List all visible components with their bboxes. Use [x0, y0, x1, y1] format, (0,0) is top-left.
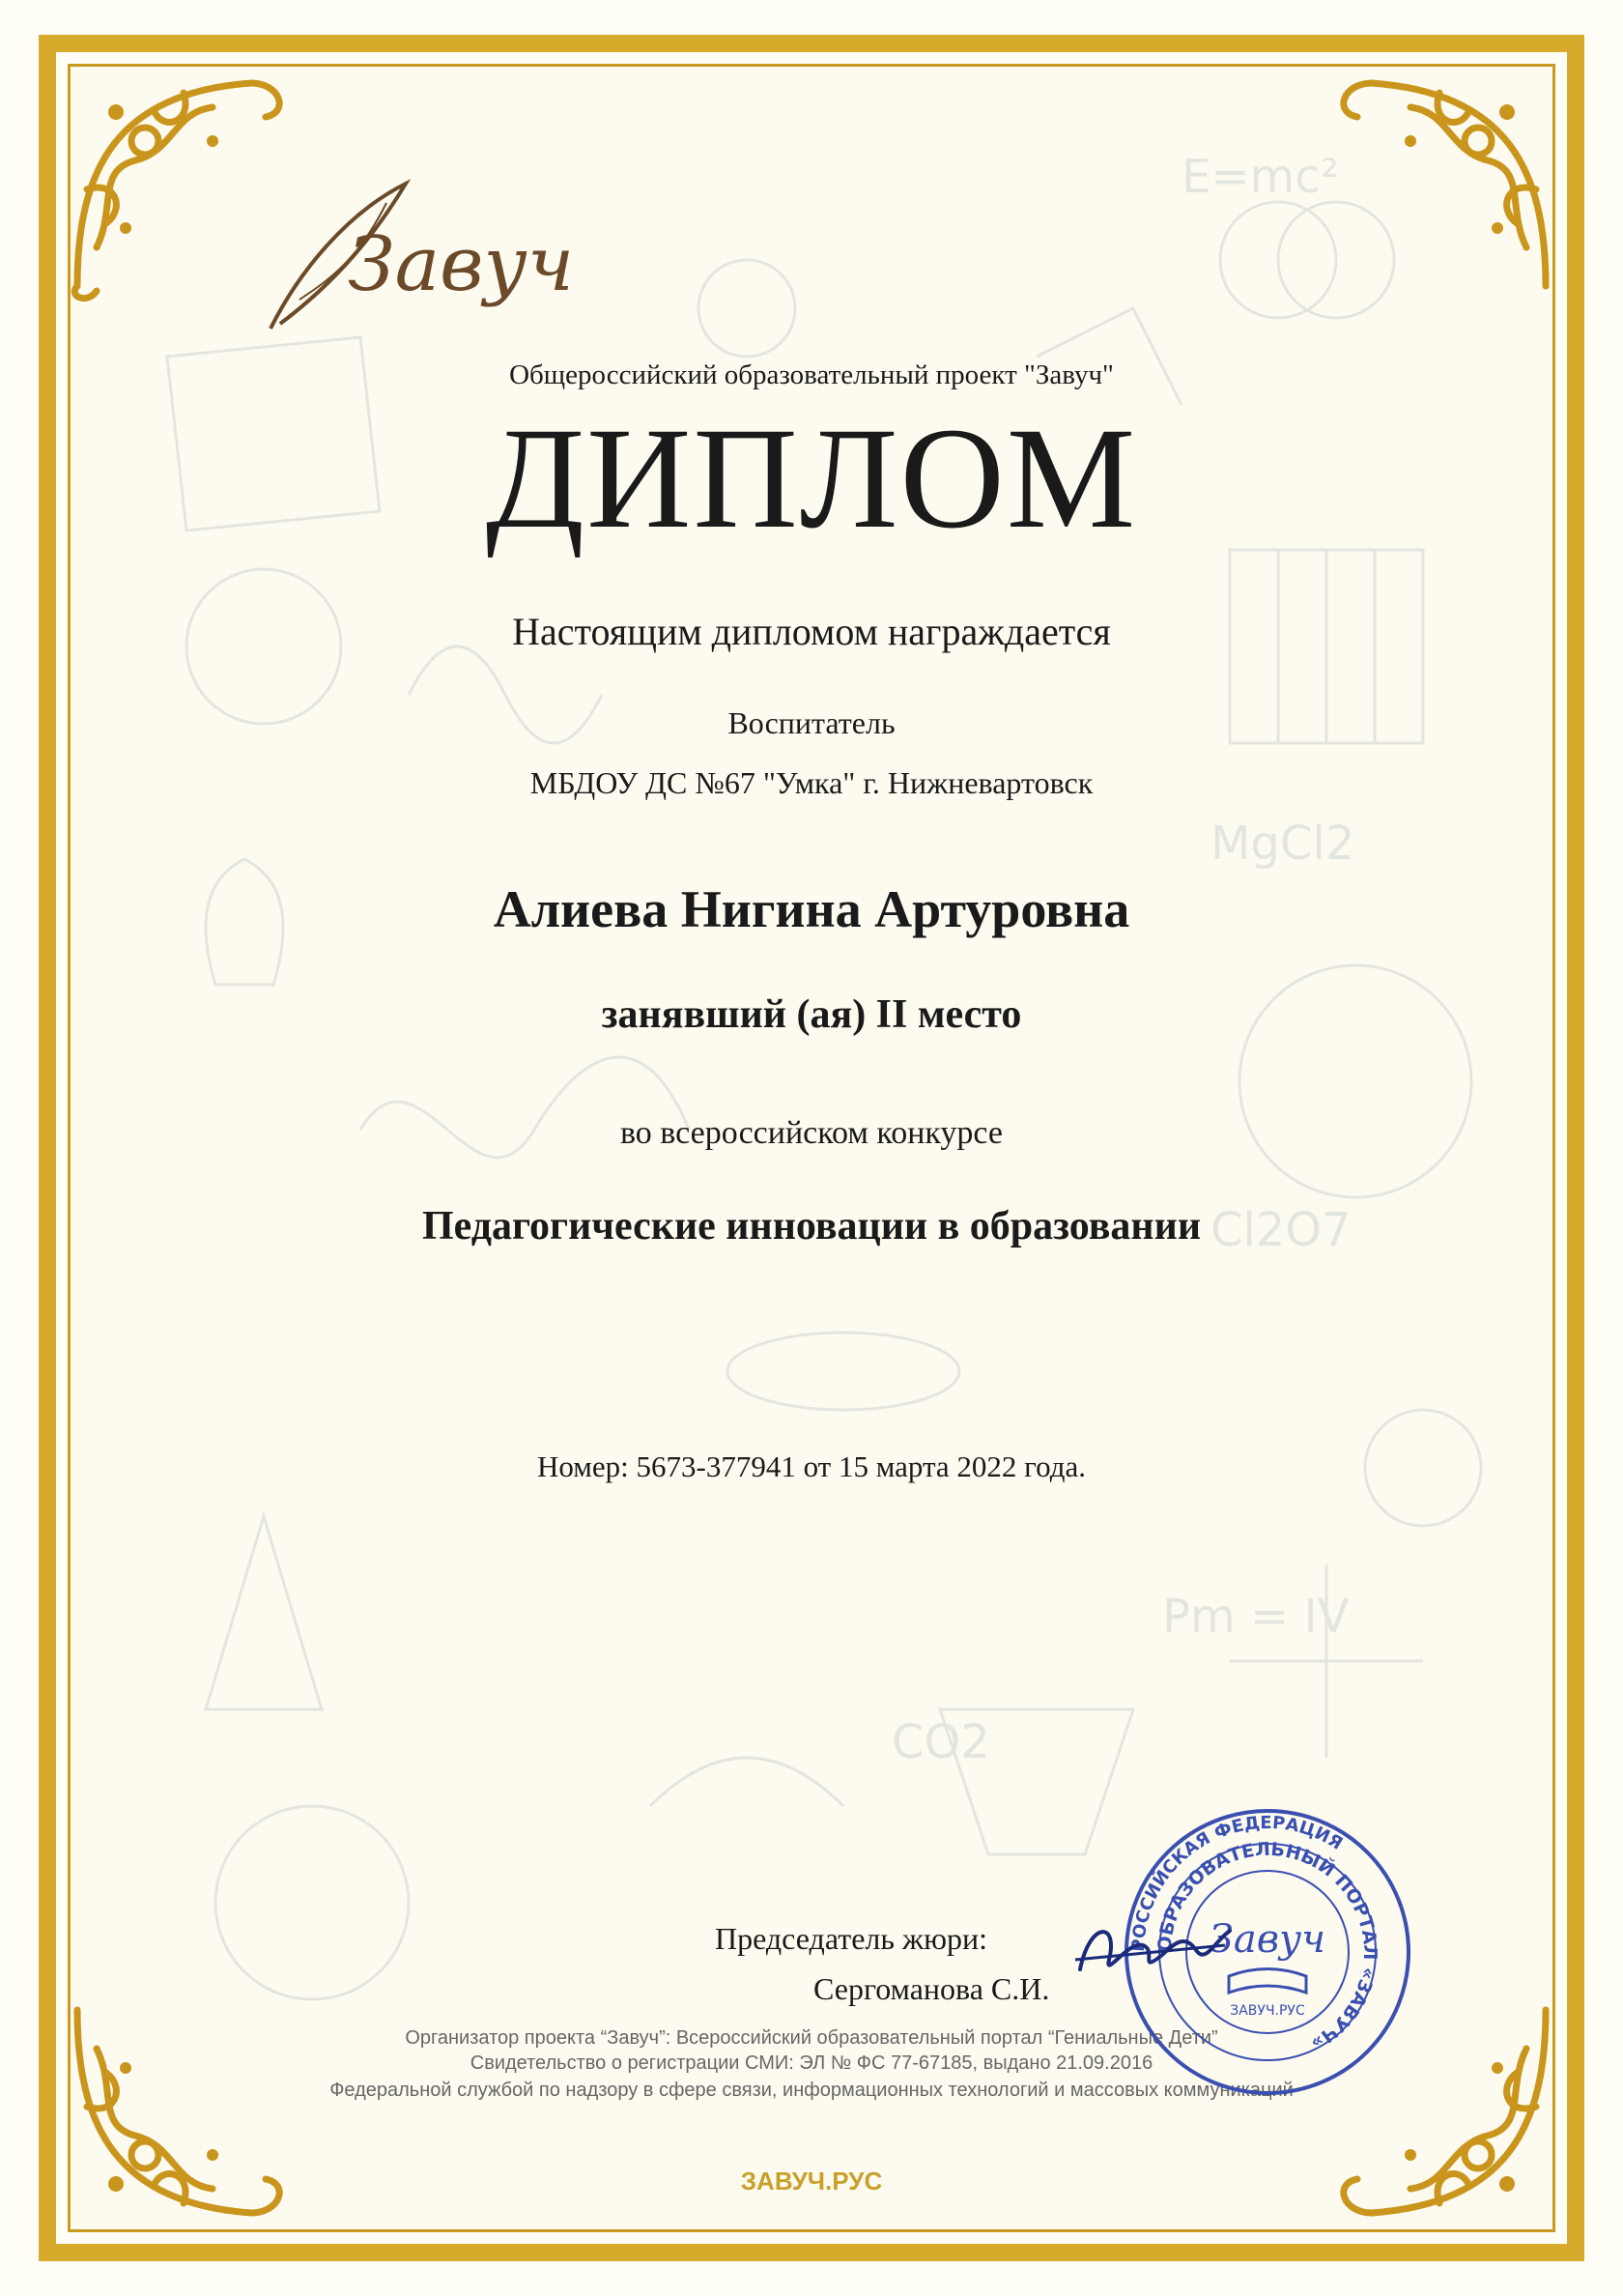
jury-chair-title: Председатель жюри: [715, 1921, 987, 1956]
recipient-name: Алиева Нигина Артуровна [493, 880, 1130, 938]
svg-text:Cl2O7: Cl2O7 [1210, 1203, 1352, 1257]
recipient-position: Воспитатель [727, 705, 896, 740]
svg-text:РОССИЙСКАЯ ФЕДЕРАЦИЯ: РОССИЙСКАЯ ФЕДЕРАЦИЯ [1127, 1812, 1347, 1953]
recipient-organization: МБДОУ ДС №67 "Умка" г. Нижневартовск [529, 765, 1094, 800]
project-line: Общероссийский образовательный проект "Завуч" [509, 359, 1114, 390]
jury-signature [1070, 1902, 1235, 1989]
contest-name: Педагогические инновации в образовании [421, 1204, 1202, 1248]
svg-text:Завуч: Завуч [1209, 1917, 1326, 1962]
svg-text:MgCl2: MgCl2 [1210, 817, 1355, 871]
svg-text:ЗАВУЧ.РУС: ЗАВУЧ.РУС [1230, 2003, 1305, 2019]
svg-text:Завуч: Завуч [348, 221, 575, 308]
svg-text:CO2: CO2 [892, 1715, 990, 1769]
svg-text:E=mc²: E=mc² [1182, 150, 1339, 204]
award-place: занявший (ая) II место [601, 992, 1022, 1037]
svg-text:Pm = IV: Pm = IV [1162, 1590, 1350, 1644]
footer-site: ЗАВУЧ.РУС [740, 2167, 883, 2196]
footer-registration: Свидетельство о регистрации СМИ: ЭЛ № ФС 77-67185, выдано 21.09.2016 [470, 2052, 1153, 2074]
svg-text:ОБРАЗОВАТЕЛЬНЫЙ ПОРТАЛ «ЗАВУЧ»: ОБРАЗОВАТЕЛЬНЫЙ ПОРТАЛ «ЗАВУЧ» [1153, 1838, 1381, 2054]
footer-organizer: Организатор проекта “Завуч”: Всероссийский образовательный портал “Гениальные Дети” [405, 2027, 1218, 2049]
awarded-line: Настоящим дипломом награждается [512, 610, 1111, 653]
footer-authority: Федеральной службой по надзору в сфере связи, информационных технологий и массовых коммуникаций [329, 2080, 1294, 2101]
jury-chair-name: Сергоманова С.И. [813, 1971, 1050, 2006]
contest-lead: во всероссийском конкурсе [619, 1115, 1004, 1151]
diploma-number: Номер: 5673-377941 от 15 марта 2022 года. [536, 1449, 1087, 1483]
zavuch-logo [242, 164, 589, 348]
ornament-corner-icon [1314, 54, 1565, 305]
diploma-title: ДИПЛОМ [485, 398, 1138, 559]
